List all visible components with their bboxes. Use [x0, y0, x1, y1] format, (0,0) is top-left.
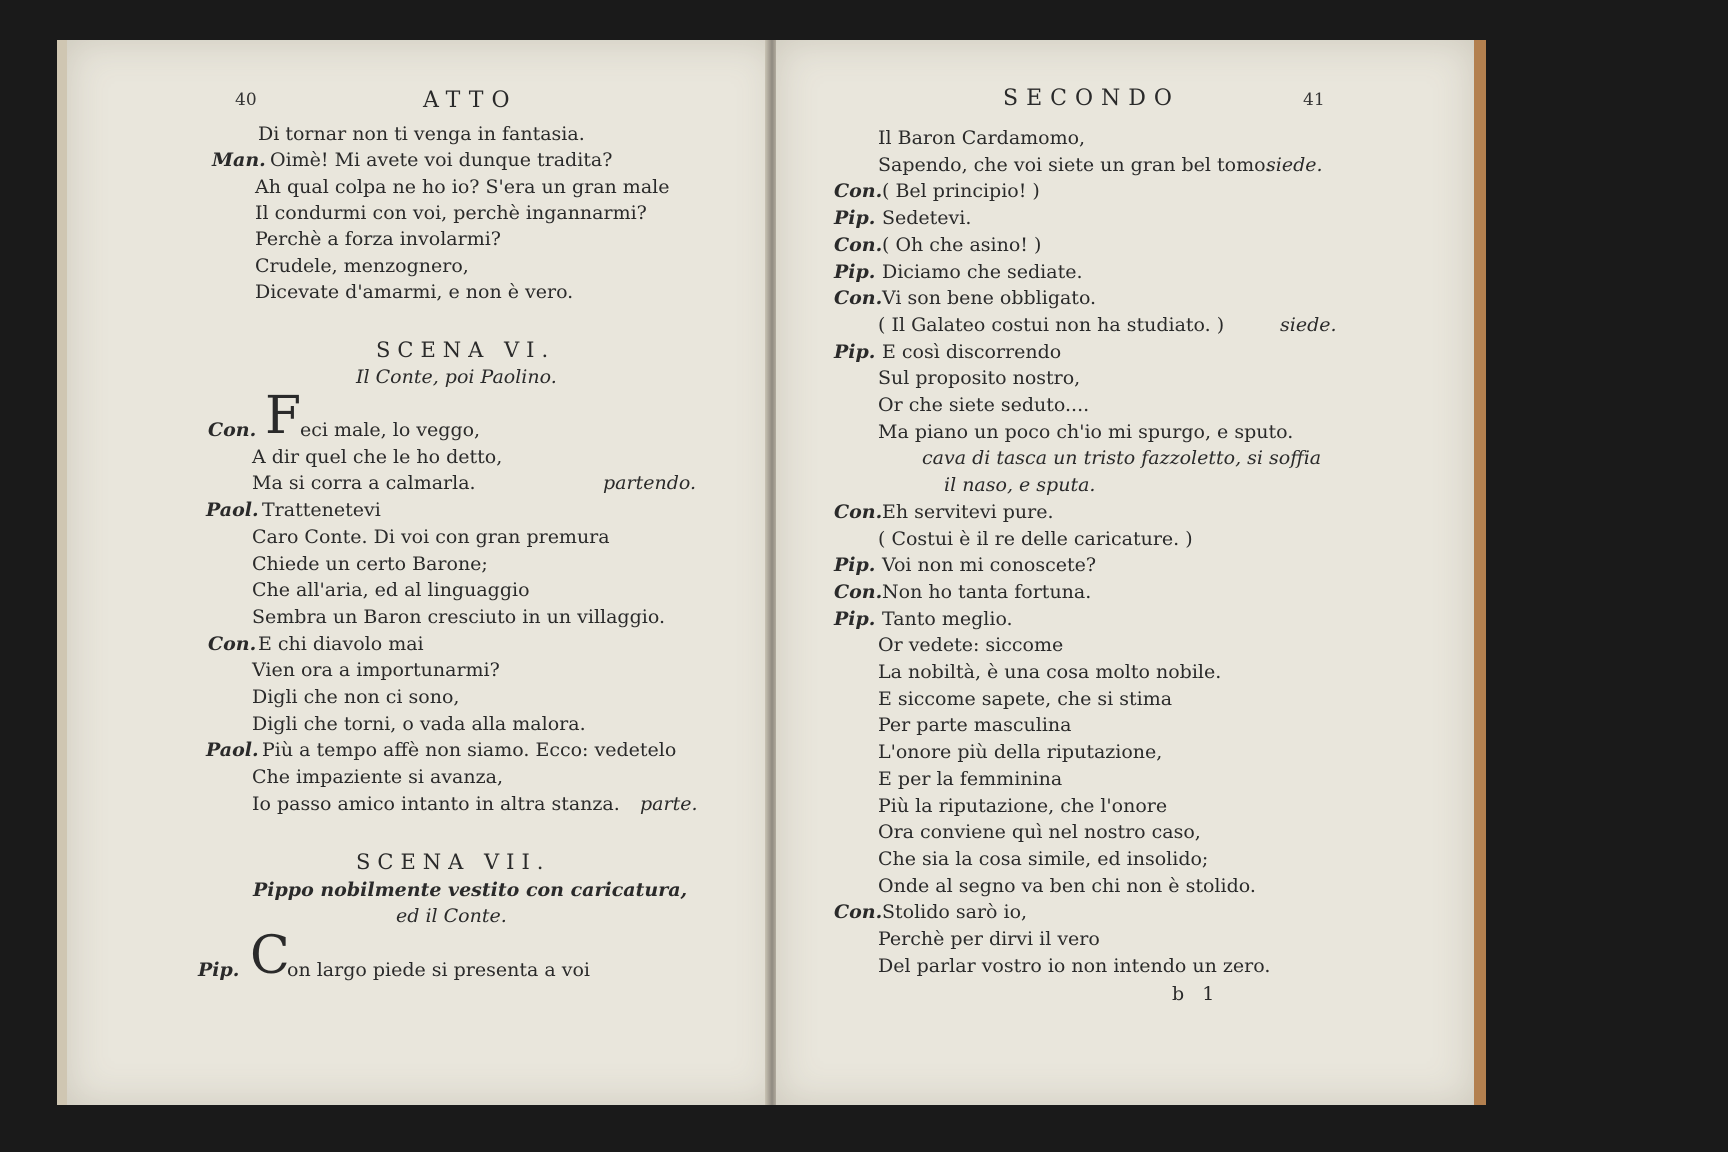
- verse-line: Sembra un Baron cresciuto in un villaggio.: [252, 606, 665, 628]
- verse-line: Or che siete seduto....: [878, 394, 1090, 416]
- verse-line: Ora conviene quì nel nostro caso,: [878, 821, 1201, 843]
- speaker-label: Pip.: [834, 341, 876, 363]
- verse-line: E siccome sapete, che si stima: [878, 688, 1173, 710]
- verse-line: E per la femminina: [878, 768, 1063, 790]
- right-page-number: 41: [1303, 90, 1325, 110]
- verse-line: Ah qual colpa ne ho io? S'era un gran male: [255, 176, 670, 198]
- speaker-label: Paol.: [206, 499, 259, 521]
- left-running-head: ATTO: [423, 88, 518, 113]
- speaker-label: Pip.: [834, 261, 876, 283]
- verse-line: Diciamo che sediate.: [882, 261, 1083, 283]
- verse-line: on largo piede si presenta a voi: [287, 959, 590, 981]
- verse-line: Digli che torni, o vada alla malora.: [252, 713, 586, 735]
- verse-line: Ma si corra a calmarla.: [252, 472, 476, 494]
- verse-line: Il condurmi con voi, perchè ingannarmi?: [255, 202, 647, 224]
- verse-line: Sapendo, che voi siete un gran bel tomo.: [878, 154, 1272, 176]
- verse-line: Sul proposito nostro,: [878, 367, 1081, 389]
- verse-line: Dicevate d'amarmi, e non è vero.: [255, 281, 574, 303]
- verse-line: Il Baron Cardamomo,: [878, 127, 1086, 149]
- stage-direction: partendo.: [603, 472, 696, 494]
- verse-line: Sedetevi.: [882, 207, 972, 229]
- drop-cap: C: [250, 926, 290, 986]
- verse-line: A dir quel che le ho detto,: [252, 446, 503, 468]
- speaker-label: Man.: [212, 149, 266, 171]
- verse-line: Tanto meglio.: [882, 608, 1013, 630]
- verse-line: Non ho tanta fortuna.: [882, 581, 1092, 603]
- verse-line: Più a tempo affè non siamo. Ecco: vedetelo: [262, 739, 677, 761]
- verse-line: Voi non mi conoscete?: [882, 554, 1097, 576]
- verse-line: Digli che non ci sono,: [252, 686, 460, 708]
- stage-direction: siede.: [1266, 154, 1323, 176]
- scene7-cast-line1: Pippo nobilmente vestito con caricatura,: [253, 879, 688, 901]
- speaker-label: Pip.: [198, 959, 240, 981]
- verse-line: Io passo amico intanto in altra stanza.: [252, 793, 620, 815]
- verse-line: Vien ora a importunarmi?: [252, 659, 500, 681]
- verse-line: Onde al segno va ben chi non è stolido.: [878, 875, 1256, 897]
- verse-line: eci male, lo veggo,: [300, 419, 481, 441]
- scene7-cast-line2: ed il Conte.: [396, 905, 507, 927]
- verse-line: Vi son bene obbligato.: [882, 287, 1097, 309]
- drop-cap: F: [265, 386, 302, 446]
- speaker-label: Con.: [208, 633, 257, 655]
- verse-line: Perchè a forza involarmi?: [255, 228, 501, 250]
- verse-line: E così discorrendo: [882, 341, 1062, 363]
- verse-line: Che all'aria, ed al linguaggio: [252, 579, 530, 601]
- verse-line: L'onore più della riputazione,: [878, 741, 1163, 763]
- speaker-label: Pip.: [834, 554, 876, 576]
- verse-line: Del parlar vostro io non intendo un zero.: [878, 955, 1271, 977]
- verse-line: ( Il Galateo costui non ha studiato. ): [878, 314, 1225, 336]
- verse-line: Caro Conte. Di voi con gran premura: [252, 526, 610, 548]
- speaker-label: Con.: [834, 287, 883, 309]
- verse-line: E chi diavolo mai: [258, 633, 424, 655]
- verse-line: Eh servitevi pure.: [882, 501, 1054, 523]
- scene6-title: SCENA VI.: [376, 338, 556, 362]
- speaker-label: Con.: [834, 180, 883, 202]
- verse-line: Per parte masculina: [878, 714, 1072, 736]
- verse-line: Più la riputazione, che l'onore: [878, 795, 1168, 817]
- scene7-title: SCENA VII.: [356, 850, 551, 874]
- verse-line: ( Bel principio! ): [882, 180, 1040, 202]
- speaker-label: Con.: [834, 234, 883, 256]
- speaker-label: Con.: [834, 501, 883, 523]
- verse-line: Trattenetevi: [262, 499, 381, 521]
- right-running-head: SECONDO: [1003, 86, 1180, 111]
- verse-line: Di tornar non ti venga in fantasia.: [258, 123, 585, 145]
- speaker-label: Pip.: [834, 608, 876, 630]
- verse-line: Chiede un certo Barone;: [252, 553, 488, 575]
- speaker-label: Con.: [834, 581, 883, 603]
- speaker-label: Con.: [208, 419, 257, 441]
- verse-line: Or vedete: siccome: [878, 634, 1064, 656]
- verse-line: Oimè! Mi avete voi dunque tradita?: [270, 149, 613, 171]
- stage-direction: parte.: [640, 793, 698, 815]
- speaker-label: Con.: [834, 901, 883, 923]
- verse-line: ( Oh che asino! ): [882, 234, 1042, 256]
- stage-direction: siede.: [1280, 314, 1337, 336]
- verse-line: Che impaziente si avanza,: [252, 766, 503, 788]
- speaker-label: Paol.: [206, 739, 259, 761]
- verse-line: Che sia la cosa simile, ed insolido;: [878, 848, 1209, 870]
- verse-line: ( Costui è il re delle caricature. ): [878, 528, 1193, 550]
- verse-line: Ma piano un poco ch'io mi spurgo, e sputo.: [878, 421, 1294, 443]
- stage-direction: cava di tasca un tristo fazzoletto, si soffia: [922, 447, 1322, 469]
- signature-mark: b 1: [1172, 983, 1221, 1005]
- speaker-label: Pip.: [834, 207, 876, 229]
- verse-line: Stolido sarò io,: [882, 901, 1028, 923]
- verse-line: La nobiltà, è una cosa molto nobile.: [878, 661, 1222, 683]
- verse-line: Crudele, menzognero,: [255, 255, 469, 277]
- left-page-number: 40: [235, 90, 257, 110]
- scene6-cast: Il Conte, poi Paolino.: [356, 366, 557, 388]
- stage-direction: il naso, e sputa.: [944, 474, 1096, 496]
- verse-line: Perchè per dirvi il vero: [878, 928, 1100, 950]
